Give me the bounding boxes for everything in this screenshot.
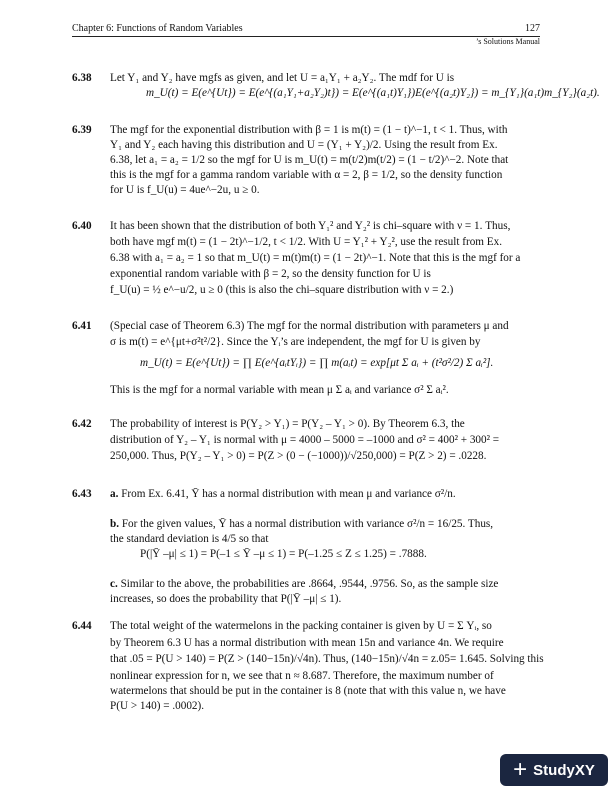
- text-line: It has been shown that the distribution of both Y₁² and Y₂² is chi–square with ν = 1. Thus,: [110, 220, 511, 232]
- text-line: both have mgf m(t) = (1 − 2t)^−1/2, t < 1/2. With U = Y₁² + Y₂², use the result from Ex.: [110, 236, 503, 248]
- text-line: increases, so does the probability that P(|Ȳ –μ| ≤ 1).: [110, 593, 342, 605]
- text-line: 6.38, let a₁ = a₂ = 1/2 so the mgf for U is m_U(t) = m(t/2)m(t/2) = (1 − t/2)^−2. Note that: [110, 154, 509, 166]
- text-line: that .05 = P(U > 140) = P(Z > (140−15n)/√4n). Thus, (140−15n)/√4n = z.05= 1.645. Solving this: [110, 653, 544, 665]
- part-b: [110, 518, 493, 531]
- studyxy-badge[interactable]: [500, 754, 608, 786]
- text-line: nonlinear expression for n, we see that n ≈ 8.687. Therefore, the maximum number of: [110, 670, 494, 682]
- page-header: [72, 23, 540, 35]
- text-line: 6.38 with a₁ = a₂ = 1 so that m_U(t) = m(t)m(t) = (1 − 2t)^−1. Note that this is the mgf for a: [110, 252, 521, 264]
- text-line: watermelons that should be put in the container is 8 (note that with this value n, we have: [110, 685, 506, 697]
- problem-number: 6.41: [72, 320, 92, 332]
- text-line: The total weight of the watermelons in the packing container is given by U = Σ Yᵢ, so: [110, 620, 492, 632]
- text-line: f_U(u) = ½ e^−u/2, u ≥ 0 (this is also the chi–square distribution with ν = 2.): [110, 284, 454, 296]
- header-rule: [72, 36, 540, 37]
- text-line: by Theorem 6.3 U has a normal distribution with mean 15n and variance 4n. We require: [110, 637, 504, 649]
- part-label: c.: [110, 578, 118, 590]
- text-line: (Special case of Theorem 6.3) The mgf for the normal distribution with parameters μ and: [110, 320, 509, 332]
- part-label: a.: [110, 488, 119, 500]
- part-text: Similar to the above, the probabilities are .8664, .9544, .9756. So, as the sample size: [120, 578, 499, 590]
- text-line: the standard deviation is 4/5 so that: [110, 533, 269, 545]
- text-line: This is the mgf for a normal variable with mean μ Σ aᵢ and variance σ² Σ aᵢ².: [110, 384, 449, 396]
- equation: m_U(t) = E(e^{Ut}) = ∏ E(e^{aᵢtYᵢ}) = ∏ m(aᵢt) = exp[μt Σ aᵢ + (t²σ²/2) Σ aᵢ²].: [140, 357, 494, 369]
- part-c: [110, 578, 498, 591]
- text-line: distribution of Y₂ – Y₁ is normal with μ = 4000 – 5000 = –1000 and σ² = 400² + 300² =: [110, 434, 500, 446]
- problem-number: 6.38: [72, 72, 92, 84]
- text-line: P(U > 140) = .0002).: [110, 700, 205, 712]
- equation: m_U(t) = E(e^{Ut}) = E(e^{(a₁Y₁+a₂Y₂)t}) = E(e^{(a₁t)Y₁})E(e^{(a₂t)Y₂}) = m_{Y₁}(a₁t)m_{Y₂}(a₂t).: [146, 87, 600, 99]
- chapter-title: Chapter 6: Functions of Random Variables: [72, 23, 243, 34]
- part-label: b.: [110, 518, 120, 530]
- problem-number: 6.42: [72, 418, 92, 430]
- manual-subtitle: ’s Solutions Manual: [475, 37, 540, 46]
- text-line: for U is f_U(u) = 4ue^−2u, u ≥ 0.: [110, 184, 260, 196]
- text-line: this is the mgf for a gamma random variable with α = 2, β = 1/2, so the density function: [110, 169, 503, 181]
- text-line: σ is m(t) = e^{μt+σ²t²/2}. Since the Yᵢ’s are independent, the mgf for U is given by: [110, 336, 481, 348]
- part-text: From Ex. 6.41, Ȳ has a normal distribution with mean μ and variance σ²/n.: [121, 488, 456, 500]
- page-number: 127: [525, 23, 540, 34]
- plus-icon: +: [513, 756, 528, 783]
- problem-number: 6.39: [72, 124, 92, 136]
- text-line: 250,000. Thus, P(Y₂ – Y₁ > 0) = P(Z > (0 − (−1000))/√250,000) = P(Z > 2) = .0228.: [110, 450, 487, 462]
- problem-number: 6.40: [72, 220, 92, 232]
- text-line: exponential random variable with β = 2, so the density function for U is: [110, 268, 431, 280]
- text-line: Let Y₁ and Y₂ have mgfs as given, and let U = a₁Y₁ + a₂Y₂. The mdf for U is: [110, 72, 455, 84]
- part-text: For the given values, Ȳ has a normal distribution with variance σ²/n = 16/25. Thus,: [121, 518, 494, 530]
- text-line: The probability of interest is P(Y₂ > Y₁) = P(Y₂ – Y₁ > 0). By Theorem 6.3, the: [110, 418, 465, 430]
- part-a: [110, 488, 456, 501]
- problem-number: 6.43: [72, 488, 92, 500]
- text-line: Y₁ and Y₂ each having this distribution and U = (Y₁ + Y₂)/2. Using the result from Ex.: [110, 139, 498, 151]
- equation: P(|Ȳ –μ| ≤ 1) = P(–1 ≤ Ȳ –μ ≤ 1) = P(–1.25 ≤ Z ≤ 1.25) = .7888.: [140, 548, 427, 560]
- text-line: The mgf for the exponential distribution with β = 1 is m(t) = (1 − t)^−1, t < 1. Thus, with: [110, 124, 508, 136]
- badge-label: StudyXY: [533, 761, 595, 779]
- problem-number: 6.44: [72, 620, 92, 632]
